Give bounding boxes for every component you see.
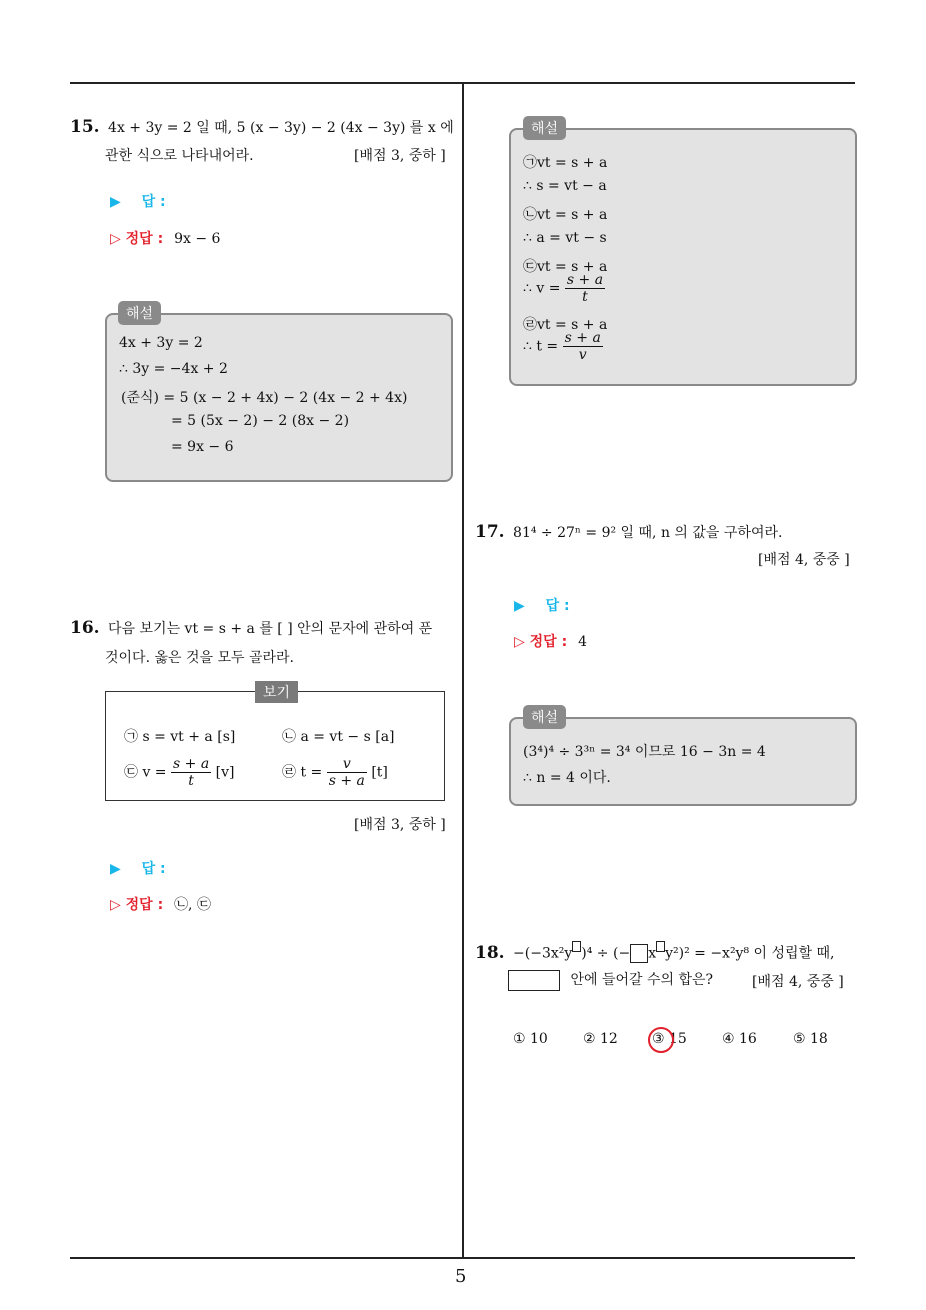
q18-text1-c: x	[648, 945, 657, 962]
q16-sol-l3: ㉡vt = s + a	[523, 207, 608, 223]
q15-sol-line1: 4x + 3y = 2	[119, 335, 203, 351]
q15-sol-line5: = 9x − 6	[171, 439, 234, 455]
q18-choice-3[interactable]: ③ 15	[652, 1031, 687, 1047]
q16-correct-value: ㉡, ㉢	[174, 897, 211, 913]
q16-item-c-num: s + a	[173, 756, 210, 772]
q18-text2: 안에 들어갈 수의 합은?	[570, 972, 714, 988]
q16-correct	[110, 894, 211, 914]
q16-correct-label: 정답 :	[125, 897, 164, 913]
q17-line1	[475, 522, 782, 542]
play-triangle-icon: ▶	[514, 598, 525, 614]
q16-item-d-pre: ㉣ t =	[282, 764, 323, 781]
q16-item-c	[124, 756, 234, 789]
outline-triangle-icon: ▷	[514, 634, 525, 650]
column-divider	[462, 82, 464, 1258]
q16-item-d-den: s + a	[328, 773, 365, 789]
q16-sol-l5: ㉢vt = s + a	[523, 259, 608, 275]
q16-item-c-den: t	[188, 773, 194, 789]
q16-sol-l8-pre: ∴ t =	[523, 338, 559, 355]
q18-meta: [배점 4, 중중 ]	[752, 974, 844, 990]
q15-line1	[70, 117, 454, 137]
answer-circle-icon	[648, 1027, 674, 1053]
q16-item-c-post: [v]	[215, 764, 235, 781]
q17-answer[interactable]	[514, 595, 570, 615]
q18-line2	[508, 969, 713, 991]
q16-item-a: ㉠ s = vt + a [s]	[124, 729, 236, 745]
q16-sol-l8	[523, 330, 603, 363]
q16-sol-l1: ㉠vt = s + a	[523, 155, 608, 171]
q15-solution-box	[105, 313, 453, 482]
q17-correct	[514, 631, 587, 651]
q15-number: 15.	[70, 117, 100, 137]
q15-answer-label: 답 :	[141, 194, 166, 210]
q17-correct-value: 4	[578, 634, 587, 650]
q18-number: 18.	[475, 942, 505, 963]
q15-solution-tab: 해설	[118, 301, 161, 325]
outline-triangle-icon: ▷	[110, 897, 121, 913]
q16-item-d	[282, 756, 388, 789]
q16-answer[interactable]	[110, 858, 166, 878]
q18-choice-2[interactable]: ② 12	[583, 1031, 618, 1047]
q18-choice-1[interactable]: ① 10	[513, 1031, 548, 1047]
q16-sol-l4: ∴ a = vt − s	[523, 230, 607, 246]
q15-text1: 4x + 3y = 2 일 때, 5 (x − 3y) − 2 (4x − 3y) 를 x 에	[108, 120, 454, 136]
q16-sol-l8-den: v	[578, 347, 587, 363]
q15-sol-line2: ∴ 3y = −4x + 2	[119, 361, 228, 377]
q17-sol-line2: ∴ n = 4 이다.	[523, 770, 611, 786]
q16-solution-box	[509, 128, 857, 386]
page-number: 5	[455, 1266, 467, 1287]
q16-item-d-num: v	[327, 756, 367, 773]
q16-example-box	[105, 691, 445, 801]
q16-answer-label: 답 :	[141, 861, 166, 877]
q16-text2: 것이다. 옳은 것을 모두 골라라.	[105, 650, 294, 666]
q18-small-blank	[656, 941, 665, 952]
q16-sol-l6	[523, 272, 605, 305]
q17-correct-label: 정답 :	[529, 634, 568, 650]
q16-solution-tab: 해설	[523, 116, 566, 140]
q15-answer[interactable]	[110, 191, 166, 211]
q17-solution-box	[509, 717, 857, 806]
q18-line1	[475, 941, 835, 963]
q16-sol-l2: ∴ s = vt − a	[523, 178, 607, 194]
q18-small-blank	[572, 941, 581, 952]
play-triangle-icon: ▶	[110, 194, 121, 210]
q16-item-c-pre: ㉢ v =	[124, 764, 167, 781]
q17-text1: 81⁴ ÷ 27ⁿ = 9² 일 때, n 의 값을 구하여라.	[513, 525, 783, 541]
q18-text1-d: y²)² = −x²y⁸ 이 성립할 때,	[665, 945, 835, 962]
q18-answer-box[interactable]	[508, 970, 560, 991]
play-triangle-icon: ▶	[110, 861, 121, 877]
q16-sol-l7: ㉣vt = s + a	[523, 317, 608, 333]
q17-meta: [배점 4, 중중 ]	[758, 552, 850, 568]
q18-choice-5[interactable]: ⑤ 18	[793, 1031, 828, 1047]
q16-sol-l6-num: s + a	[566, 272, 604, 288]
q15-meta: [배점 3, 중하 ]	[354, 148, 446, 164]
q17-solution-tab: 해설	[523, 705, 566, 729]
q16-box-tab: 보기	[255, 681, 298, 703]
q16-item-d-fraction	[327, 756, 367, 789]
q16-meta: [배점 3, 중하 ]	[354, 817, 446, 833]
q15-correct	[110, 228, 220, 248]
q16-item-b: ㉡ a = vt − s [a]	[282, 729, 395, 745]
q16-sol-l6-den: t	[582, 289, 588, 305]
q17-number: 17.	[475, 522, 505, 542]
q15-correct-label: 정답 :	[125, 231, 164, 247]
q18-blank-box[interactable]	[630, 944, 648, 963]
q16-sol-l8-fraction	[563, 330, 603, 363]
q15-sol-line4: = 5 (5x − 2) − 2 (8x − 2)	[171, 413, 350, 429]
q15-correct-value: 9x − 6	[174, 231, 221, 247]
outline-triangle-icon: ▷	[110, 231, 121, 247]
q18-choice-4[interactable]: ④ 16	[722, 1031, 757, 1047]
q18-text1-a: −(−3x²y	[513, 945, 573, 962]
q16-sol-l6-fraction	[565, 272, 605, 305]
q18-text1-b: )⁴ ÷ (−	[581, 945, 631, 962]
q15-sol-line3: (준식) = 5 (x − 2 + 4x) − 2 (4x − 2 + 4x)	[121, 390, 408, 406]
q16-item-d-post: [t]	[371, 764, 388, 781]
q17-answer-label: 답 :	[545, 598, 570, 614]
q16-sol-l8-num: s + a	[564, 330, 601, 346]
q16-item-c-fraction	[171, 756, 211, 789]
q15-text2: 관한 식으로 나타내어라.	[105, 148, 254, 164]
bottom-rule	[70, 1257, 855, 1259]
q16-sol-l6-pre: ∴ v =	[523, 280, 561, 297]
q17-sol-line1: (3⁴)⁴ ÷ 3³ⁿ = 3⁴ 이므로 16 − 3n = 4	[523, 744, 766, 760]
q16-number: 16.	[70, 618, 100, 638]
q16-text1: 다음 보기는 vt = s + a 를 [ ] 안의 문자에 관하여 푼	[108, 621, 433, 637]
q16-line1	[70, 618, 432, 638]
